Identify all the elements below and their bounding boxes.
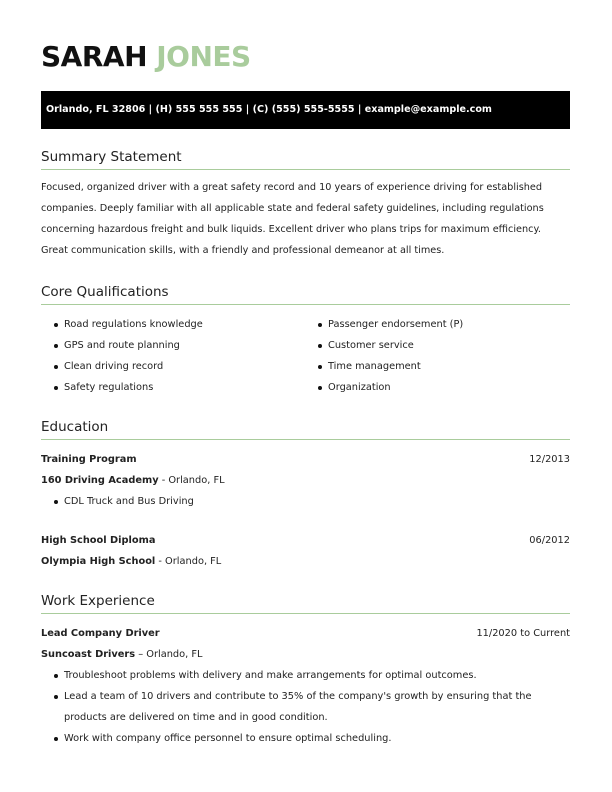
company-location: – Orlando, FL bbox=[135, 649, 203, 660]
summary-text bbox=[41, 177, 570, 261]
contact-bar: Orlando, FL 32806 | (H) 555 555 555 | (C) (555) 555-5555 | example@example.com bbox=[41, 91, 570, 129]
summary-section bbox=[41, 148, 570, 261]
section-title-education: Education bbox=[41, 418, 570, 440]
list-item: Road regulations knowledge bbox=[41, 314, 305, 335]
entry-bullets bbox=[41, 665, 570, 749]
summary-line: concerning hazardous freight and bulk liquids. Excellent driver who plans trips for maximum efficiency. bbox=[41, 224, 541, 235]
first-name: SARAH bbox=[41, 40, 147, 73]
section-title-qualifications: Core Qualifications bbox=[41, 283, 570, 305]
degree-title: High School Diploma bbox=[41, 535, 156, 546]
entry-date: 12/2013 bbox=[529, 454, 570, 465]
list-item bbox=[41, 686, 570, 728]
entry-header bbox=[41, 530, 570, 551]
job-title: Lead Company Driver bbox=[41, 628, 160, 639]
company-name: Suncoast Drivers bbox=[41, 649, 136, 660]
list-item: Time management bbox=[305, 356, 569, 377]
last-name: JONES bbox=[156, 40, 251, 73]
education-entry bbox=[41, 530, 570, 572]
qualifications-columns bbox=[41, 314, 570, 398]
entry-bullets bbox=[41, 491, 570, 512]
experience-section bbox=[41, 592, 570, 749]
list-item: CDL Truck and Bus Driving bbox=[41, 491, 570, 512]
company-line bbox=[41, 644, 570, 665]
entry-header bbox=[41, 449, 570, 470]
school-name: Olympia High School bbox=[41, 556, 156, 567]
degree-title: Training Program bbox=[41, 454, 137, 465]
qualifications-section bbox=[41, 283, 570, 398]
school-line bbox=[41, 551, 570, 572]
school-location: - Orlando, FL bbox=[155, 556, 222, 567]
entry-date: 06/2012 bbox=[529, 535, 570, 546]
list-item: Safety regulations bbox=[41, 377, 305, 398]
education-entry bbox=[41, 449, 570, 512]
summary-line: Great communication skills, with a friendly and professional demeanor at all times. bbox=[41, 245, 445, 256]
entry-date: 11/2020 to Current bbox=[476, 628, 570, 639]
list-item: Organization bbox=[305, 377, 569, 398]
section-title-summary: Summary Statement bbox=[41, 148, 570, 170]
bullet-line: Lead a team of 10 drivers and contribute to 35% of the company's growth by ensuring that the bbox=[64, 691, 532, 702]
summary-line: companies. Deeply familiar with all applicable state and federal safety guidelines, including regulations bbox=[41, 203, 544, 214]
school-line bbox=[41, 470, 570, 491]
school-name: 160 Driving Academy bbox=[41, 475, 159, 486]
bullet-line: products are delivered on time and in good condition. bbox=[64, 712, 328, 723]
list-item: Passenger endorsement (P) bbox=[305, 314, 569, 335]
list-item: Work with company office personnel to ensure optimal scheduling. bbox=[41, 728, 570, 749]
list-item: Troubleshoot problems with delivery and make arrangements for optimal outcomes. bbox=[41, 665, 570, 686]
summary-line: Focused, organized driver with a great safety record and 10 years of experience driving for established bbox=[41, 182, 543, 193]
entry-header bbox=[41, 623, 570, 644]
section-title-experience: Work Experience bbox=[41, 592, 570, 614]
education-section bbox=[41, 418, 570, 572]
qualifications-left bbox=[41, 314, 305, 398]
candidate-name bbox=[41, 40, 251, 74]
qualifications-right bbox=[305, 314, 569, 398]
school-location: - Orlando, FL bbox=[158, 475, 225, 486]
experience-entry bbox=[41, 623, 570, 749]
list-item: GPS and route planning bbox=[41, 335, 305, 356]
list-item: Clean driving record bbox=[41, 356, 305, 377]
list-item: Customer service bbox=[305, 335, 569, 356]
